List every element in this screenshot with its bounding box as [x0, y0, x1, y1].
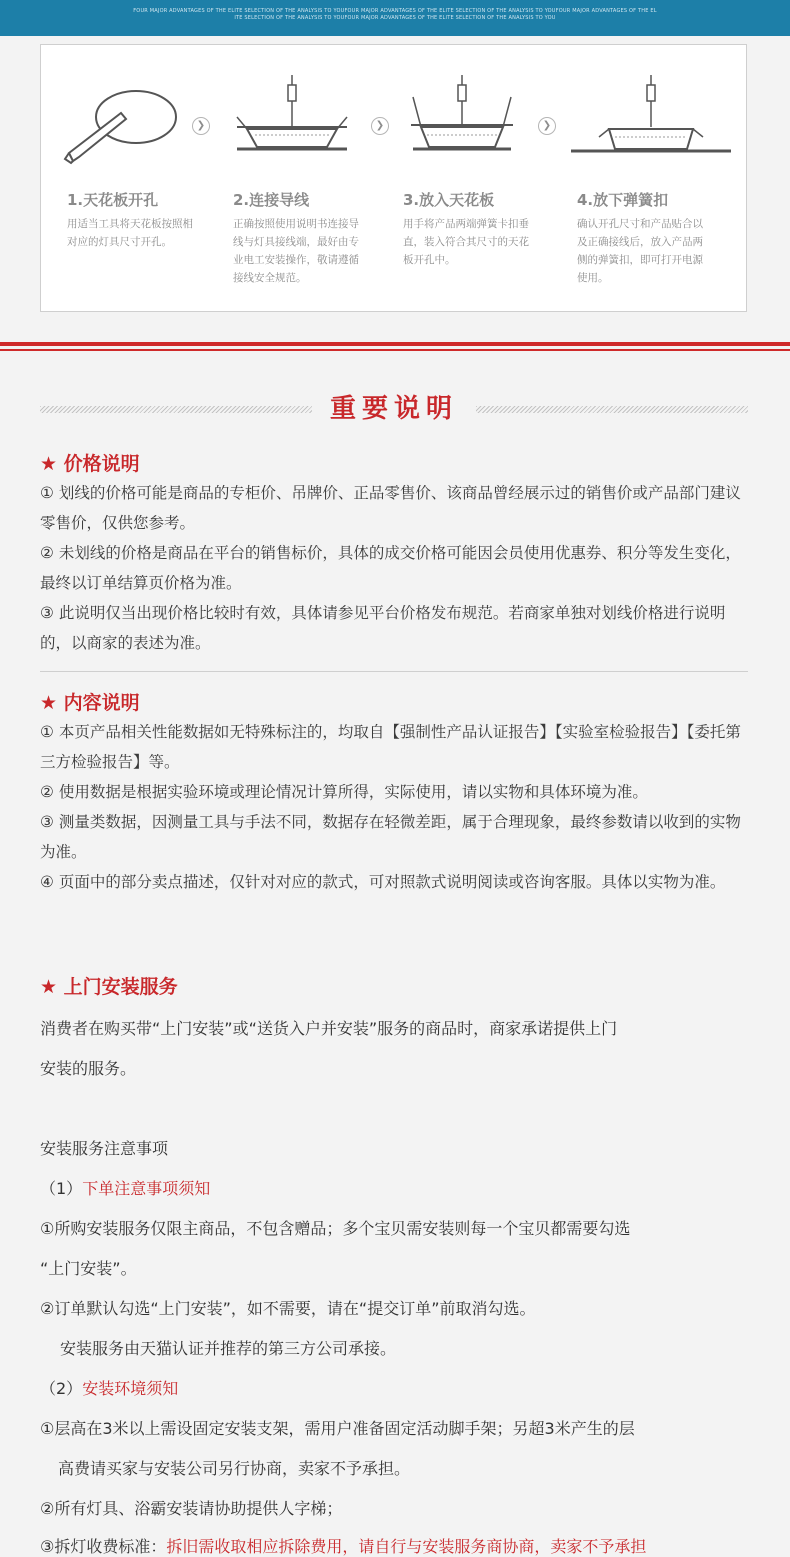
step-2-description: 正确按照使用说明书连接导线与灯具接线端，最好由专业电工安装操作，敬请遵循 接线安全规范。	[233, 218, 359, 284]
step-3-description: 用手将产品两端弹簧卡扣垂直，装入符合其尺寸的天花板开孔中。	[403, 218, 529, 266]
environment-note-2: ②所有灯具、浴霸安装请协助提供人字梯；	[40, 1499, 343, 1518]
content-note-1: ① 本页产品相关性能数据如无特殊标注的，均取自【强制性产品认证报告】【实验室检验报告】【委托第三方检验报告】等。	[40, 723, 741, 771]
content-note-2: ② 使用数据是根据实验环境或理论情况计算所得，实际使用，请以实物和具体环境为准。	[40, 783, 648, 801]
environment-note-3	[40, 1534, 646, 1557]
banner-text-line-2: ITE SELECTION OF THE ANALYSIS TO YOUFOUR MAJOR ADVANTAGES OF THE ELITE SELECTION OF THE ANALYSIS TO YOU	[234, 15, 556, 21]
step-1-title: 1.天花板开孔	[67, 191, 159, 209]
wire-connection-illustration	[207, 67, 377, 177]
step-2	[207, 45, 377, 311]
order-note-3: 安装服务由天猫认证并推荐的第三方公司承接。	[60, 1339, 397, 1358]
section-title: 重要说明	[329, 394, 458, 424]
environment-notes-heading	[40, 1376, 178, 1399]
top-banner	[0, 0, 790, 36]
price-note-1: ① 划线的价格可能是商品的专柜价、吊牌价、正品零售价、该商品曾经展示过的销售价或产品部门建议零售价，仅供您参考。	[40, 484, 741, 532]
price-note-2: ② 未划线的价格是商品在平台的销售标价，具体的成交价格可能因会员使用优惠券、积分等发生变化，最终以订单结算页价格为准。	[40, 544, 741, 592]
install-service-heading: ★ 上门安装服务	[40, 976, 178, 998]
insert-into-ceiling-illustration	[377, 67, 547, 177]
install-notes-title: 安装服务注意事项	[40, 1139, 169, 1158]
price-note-3: ③ 此说明仅当出现价格比较时有效，具体请参见平台价格发布规范。若商家单独对划线价格进行说明的，以商家的表述为准。	[40, 604, 726, 652]
content-note-3: ③ 测量类数据，因测量工具与手法不同，数据存在轻微差距，属于合理现象，最终参数请以收到的实物为准。	[40, 813, 741, 861]
step-4-title: 4.放下弹簧扣	[577, 191, 669, 209]
section-divider-red	[0, 342, 790, 346]
banner-text-line-1: FOUR MAJOR ADVANTAGES OF THE ELITE SELECTION OF THE ANALYSIS TO YOUFOUR MAJOR ADVANTAGES OF THE ELITE SELECTION OF THE ANALYSIS TO YOUFOUR MAJOR ADVANTAGES OF THE EL	[133, 8, 657, 14]
decorative-hatch-right	[476, 406, 748, 413]
chevron-right-icon: ❯	[192, 117, 210, 135]
step-1-description: 用适当工具将天花板按照相对应的灯具尺寸开孔。	[67, 218, 193, 248]
order-notes-label: 下单注意事项须知	[82, 1179, 211, 1198]
step-4-description: 确认开孔尺寸和产品贴合以及正确接线后，放入产品两侧的弹簧扣，即可打开电源使用。	[577, 218, 703, 284]
order-note-1-line-1: ①所购安装服务仅限主商品，不包含赠品；多个宝贝需安装则每一个宝贝都需要勾选	[40, 1219, 631, 1238]
order-note-1-line-2: “上门安装”。	[40, 1259, 137, 1278]
section-divider-red-thin	[0, 349, 790, 351]
important-notes-header	[40, 388, 748, 428]
step-3	[377, 45, 547, 311]
install-service-intro-line-1: 消费者在购买带“上门安装”或“送货入户并安装”服务的商品时，商家承诺提供上门	[40, 1019, 618, 1038]
order-notes-prefix: （1）	[40, 1179, 83, 1198]
environment-notes-prefix: （2）	[40, 1379, 83, 1398]
installation-steps-panel	[40, 44, 747, 312]
environment-note-1-line-2: 高费请买家与安装公司另行协商，卖家不予承担。	[58, 1459, 411, 1478]
chevron-right-icon: ❯	[538, 117, 556, 135]
order-note-2: ②订单默认勾选“上门安装”，如不需要，请在“提交订单”前取消勾选。	[40, 1299, 536, 1318]
install-service-intro-line-2: 安装的服务。	[40, 1059, 137, 1078]
order-notes-heading	[40, 1176, 210, 1199]
ceiling-cutting-illustration	[41, 67, 211, 177]
divider	[40, 671, 748, 672]
step-4	[551, 45, 721, 311]
chevron-right-icon: ❯	[371, 117, 389, 135]
spring-clip-release-illustration	[551, 67, 721, 177]
step-2-title: 2.连接导线	[233, 191, 310, 209]
environment-note-3-red: 拆旧需收取相应拆除费用，请自行与安装服务商协商，卖家不予承担	[166, 1537, 647, 1556]
decorative-hatch-left	[40, 406, 312, 413]
step-3-title: 3.放入天花板	[403, 191, 495, 209]
environment-note-3-prefix: ③拆灯收费标准：	[40, 1537, 167, 1556]
price-notes-heading: ★ 价格说明	[40, 453, 140, 475]
environment-note-1-line-1: ①层高在3米以上需设固定安装支架，需用户准备固定活动脚手架；另超3米产生的层	[40, 1419, 635, 1438]
content-notes-heading: ★ 内容说明	[40, 692, 140, 714]
environment-notes-label: 安装环境须知	[82, 1379, 179, 1398]
content-note-4: ④ 页面中的部分卖点描述，仅针对对应的款式，可对照款式说明阅读或咨询客服。具体以实物为准。	[40, 873, 726, 891]
step-1	[41, 45, 211, 311]
